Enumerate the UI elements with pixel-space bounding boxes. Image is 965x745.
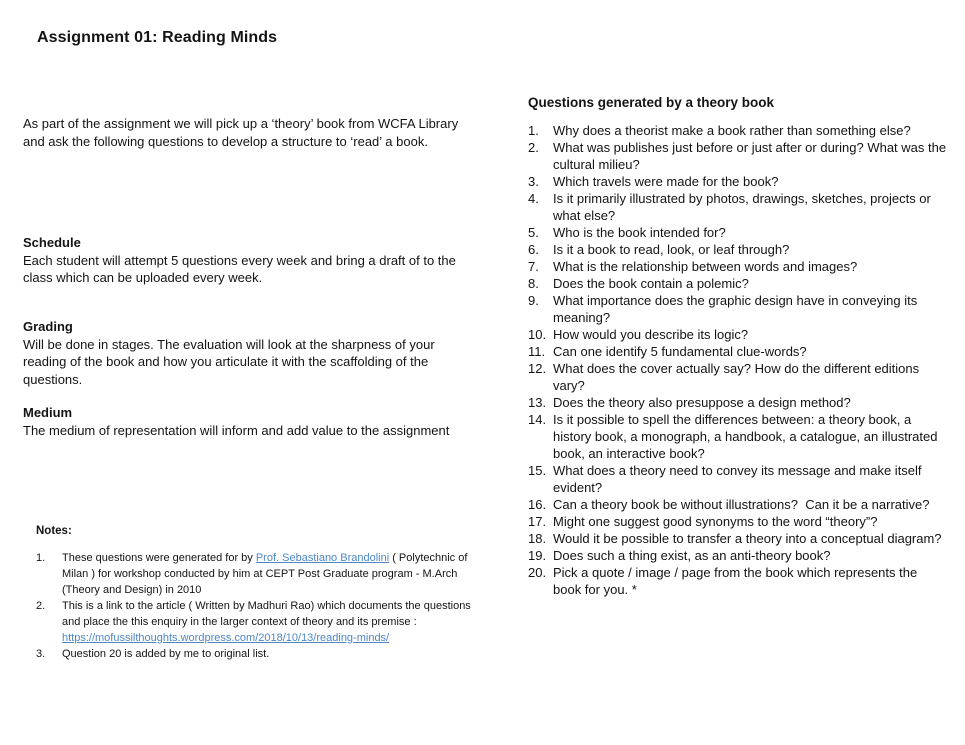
question-number: 13. — [528, 395, 547, 410]
question-number: 15. — [528, 463, 547, 478]
question-number: 18. — [528, 531, 547, 546]
note-text-pre: This is a link to the article ( Written by Madhuri Rao) which documents the questions and place the this enquiry in the larger context of theory and its premise : — [62, 600, 474, 628]
schedule-body: Each student will attempt 5 questions every week and bring a draft of to the class which can be uploaded every week. — [23, 252, 456, 285]
notes-heading: Notes: — [36, 525, 72, 537]
question-text: What importance does the graphic design have in conveying its meaning? — [553, 293, 921, 325]
question-item — [528, 496, 948, 513]
question-number: 12. — [528, 361, 547, 376]
question-item — [528, 462, 948, 496]
medium-heading: Medium — [23, 405, 73, 420]
question-text: Does the book contain a polemic? — [553, 276, 749, 291]
question-number: 1. — [528, 123, 539, 138]
question-text: Can a theory book be without illustrations? Can it be a narrative? — [553, 497, 930, 512]
question-item — [528, 173, 948, 190]
question-text: Is it a book to read, look, or leaf through? — [553, 242, 790, 257]
note-item — [36, 550, 476, 598]
question-text: Is it possible to spell the differences between: a theory book, a history book, a monograph, a handbook, a catalogue, an illustrated book, an interactive book? — [553, 412, 942, 461]
question-number: 14. — [528, 412, 547, 427]
questions-heading: Questions generated by a theory book — [528, 95, 775, 110]
question-number: 17. — [528, 514, 547, 529]
question-item — [528, 547, 948, 564]
question-item — [528, 224, 948, 241]
question-text: Might one suggest good synonyms to the word “theory”? — [553, 514, 878, 529]
question-item — [528, 139, 948, 173]
question-text: What is the relationship between words and images? — [553, 259, 858, 274]
questions-list — [528, 122, 948, 598]
question-number: 19. — [528, 548, 547, 563]
question-number: 9. — [528, 293, 539, 308]
grading-body: Will be done in stages. The evaluation will look at the sharpness of your reading of the book and how you articulate it with the scaffolding of the questions. — [23, 336, 435, 387]
question-text: What does the cover actually say? How do the different editions vary? — [553, 361, 923, 393]
notes-block — [36, 523, 476, 662]
note-text — [62, 598, 476, 646]
question-text: Why does a theorist make a book rather than something else? — [553, 123, 911, 138]
question-item — [528, 343, 948, 360]
question-text: Who is the book intended for? — [553, 225, 726, 240]
note-text — [62, 646, 476, 662]
grading-heading: Grading — [23, 319, 73, 334]
questions-column — [528, 94, 948, 598]
question-number: 2. — [528, 140, 539, 155]
question-item — [528, 292, 948, 326]
note-text-pre: Question 20 is added by me to original list. — [62, 648, 270, 660]
question-text: What was publishes just before or just after or during? What was the cultural milieu? — [553, 140, 950, 172]
question-number: 10. — [528, 327, 547, 342]
question-number: 20. — [528, 565, 547, 580]
question-item — [528, 275, 948, 292]
question-item — [528, 530, 948, 547]
note-text — [62, 550, 476, 598]
question-item — [528, 564, 948, 598]
question-text: Does such a thing exist, as an anti-theory book? — [553, 548, 831, 563]
question-number: 6. — [528, 242, 539, 257]
note-item — [36, 646, 476, 662]
question-text: Which travels were made for the book? — [553, 174, 779, 189]
question-number: 4. — [528, 191, 539, 206]
question-text: Would it be possible to transfer a theory into a conceptual diagram? — [553, 531, 942, 546]
question-number: 7. — [528, 259, 539, 274]
question-item — [528, 241, 948, 258]
question-item — [528, 394, 948, 411]
note-text-pre: These questions were generated for by — [62, 552, 256, 564]
question-item — [528, 258, 948, 275]
question-item — [528, 360, 948, 394]
question-number: 3. — [528, 174, 539, 189]
question-text: Pick a quote / image / page from the book which represents the book for you. * — [553, 565, 921, 597]
question-text: Does the theory also presuppose a design method? — [553, 395, 851, 410]
question-item — [528, 513, 948, 530]
question-number: 5. — [528, 225, 539, 240]
question-text: Can one identify 5 fundamental clue-words? — [553, 344, 807, 359]
schedule-heading: Schedule — [23, 235, 81, 250]
page-title: Assignment 01: Reading Minds — [37, 29, 278, 46]
article-url-link[interactable]: https://mofussilthoughts.wordpress.com/2018/10/13/reading-minds/ — [62, 632, 390, 644]
question-number: 8. — [528, 276, 539, 291]
question-item — [528, 122, 948, 139]
note-text-post: ( Polytechnic of Milan ) for workshop conducted by him at CEPT Post Graduate program - M.Arch (Theory and Design) in 2010 — [62, 552, 471, 596]
notes-list — [36, 550, 476, 662]
question-text: What does a theory need to convey its message and make itself evident? — [553, 463, 926, 495]
question-item — [528, 190, 948, 224]
section-medium — [23, 404, 471, 439]
brandolini-link[interactable]: Prof. Sebastiano Brandolini — [255, 552, 390, 564]
note-number: 3. — [36, 648, 46, 660]
question-number: 16. — [528, 497, 547, 512]
note-item — [36, 598, 476, 646]
question-text: Is it primarily illustrated by photos, drawings, sketches, projects or what else? — [553, 191, 935, 223]
note-number: 2. — [36, 600, 46, 612]
section-grading — [23, 318, 471, 388]
section-schedule — [23, 234, 471, 287]
note-number: 1. — [36, 552, 46, 564]
question-text: How would you describe its logic? — [553, 327, 749, 342]
question-item — [528, 411, 948, 462]
medium-body: The medium of representation will inform and add value to the assignment — [23, 422, 450, 438]
question-item — [528, 326, 948, 343]
intro-paragraph: As part of the assignment we will pick up a ‘theory’ book from WCFA Library and ask the following questions to develop a structure to ‘read’ a book. — [23, 116, 459, 149]
question-number: 11. — [528, 344, 546, 359]
